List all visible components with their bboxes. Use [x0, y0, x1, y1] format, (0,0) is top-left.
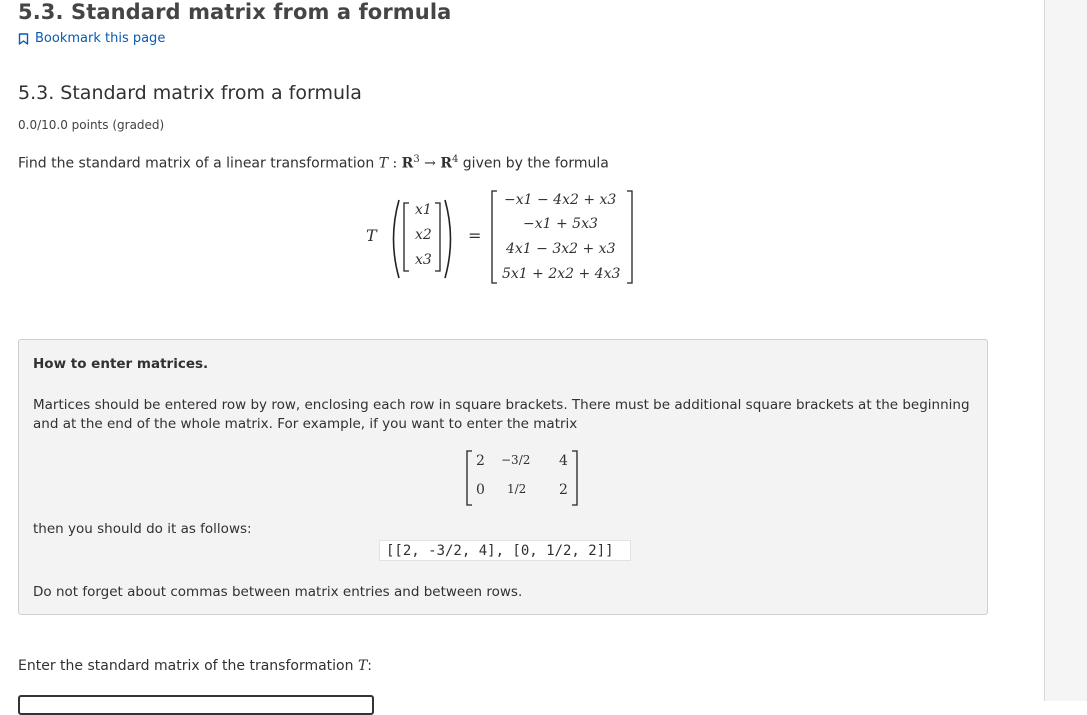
- enter-prompt: [18, 658, 372, 674]
- example-cell: 2: [476, 453, 485, 469]
- input-x2: x2: [415, 227, 432, 243]
- transformation-formula: [362, 188, 642, 288]
- prompt-math-domain-exp: 3: [413, 154, 420, 165]
- output-row-3: 4x1 − 3x2 + x3: [506, 241, 616, 257]
- points-status: 0.0/10.0 points (graded): [18, 118, 165, 132]
- example-bracket-left: [465, 450, 473, 506]
- enter-prompt-text: Enter the standard matrix of the transformation: [18, 658, 358, 674]
- how-to-enter-box: [18, 339, 988, 615]
- enter-prompt-math-T: T: [357, 658, 368, 674]
- output-bracket-left: [490, 190, 498, 284]
- bookmark-label: Bookmark this page: [35, 31, 166, 46]
- formula-T: T: [366, 226, 377, 245]
- example-bracket-right: [571, 450, 579, 506]
- prompt-math-T: T: [378, 155, 389, 172]
- output-row-1: −x1 − 4x2 + x3: [504, 192, 617, 208]
- input-x1: x1: [415, 202, 432, 218]
- prompt-math-arrow: →: [419, 155, 441, 172]
- bookmark-button[interactable]: [18, 31, 165, 46]
- output-row-2: −x1 + 5x3: [523, 216, 598, 232]
- left-paren: [386, 198, 402, 280]
- output-bracket-right: [626, 190, 634, 284]
- input-bracket-left: [402, 202, 410, 272]
- problem-title: 5.3. Standard matrix from a formula: [18, 82, 362, 104]
- example-cell: 1/2: [507, 482, 527, 496]
- help-paragraph: Martices should be entered row by row, enclosing each row in square brackets. There must be additional square brackets at the beginning and at the end of the whole matrix. For example, if you want to enter the matrix: [33, 397, 970, 432]
- prompt-math-codomain: R: [440, 155, 452, 172]
- bookmark-icon: [18, 33, 29, 45]
- example-cell: 4: [559, 453, 568, 469]
- output-row-4: 5x1 + 2x2 + 4x3: [502, 266, 621, 282]
- example-cell: −3/2: [501, 453, 531, 467]
- prompt-text: Find the standard matrix of a linear transformation: [18, 155, 379, 172]
- answer-input[interactable]: [18, 695, 374, 715]
- example-cell: 0: [476, 482, 485, 498]
- prompt-math-domain: R: [401, 155, 414, 172]
- example-cell: 2: [559, 482, 568, 498]
- right-paren: [442, 198, 458, 280]
- enter-prompt-colon: :: [367, 658, 372, 674]
- commas-note: Do not forget about commas between matrix entries and between rows.: [33, 584, 523, 600]
- input-bracket-right: [434, 202, 442, 272]
- code-example: [[2, -3/2, 4], [0, 1/2, 2]]: [379, 540, 631, 561]
- help-heading: How to enter matrices.: [33, 356, 209, 372]
- equals-sign: =: [468, 226, 482, 245]
- example-matrix: [465, 450, 581, 506]
- input-x3: x3: [415, 252, 432, 268]
- prompt-math-codomain-exp: 4: [451, 154, 459, 165]
- prompt-text-end: given by the formula: [458, 155, 609, 172]
- then-text: then you should do it as follows:: [33, 521, 252, 537]
- right-sidebar: [1044, 0, 1087, 701]
- prompt-math-colon: :: [388, 155, 402, 172]
- problem-prompt: [18, 154, 609, 172]
- page-title: 5.3. Standard matrix from a formula: [18, 0, 452, 24]
